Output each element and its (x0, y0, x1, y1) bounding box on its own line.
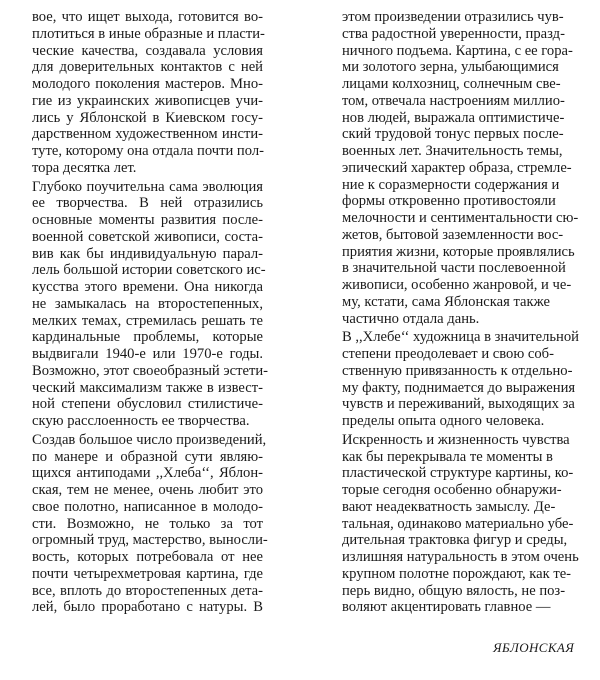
paragraph (32, 178, 269, 430)
text-line: дарственном художественном инсти- (32, 126, 263, 143)
text-line: почти четырехметровая картина, где (32, 565, 263, 582)
text-line: ее творчества. В ней отразились (32, 195, 263, 212)
text-line: ственную привязанность к отдельно- (342, 362, 573, 379)
text-line: тора десятка лет. (32, 159, 137, 176)
text-line: Глубоко поучительна сама эволюция (32, 178, 263, 195)
text-line: приятия жизни, которые проявлялись (342, 243, 575, 260)
text-line: для доверительных контактов с ней (32, 59, 263, 76)
text-line: основные моменты развития после- (32, 212, 263, 228)
text-line: лись у Яблонской в Киевском госу- (32, 109, 263, 126)
left-column (32, 9, 269, 616)
text-line: ничного подъема. Картина, с ее гора- (342, 42, 573, 59)
text-line: щихся антиподами ,,Хлеба‘‘, Яблон- (32, 465, 263, 482)
text-line: гие из украинских живописцев учи- (32, 92, 263, 109)
text-line: В ,,Хлебе‘‘ художница в значительной (342, 329, 579, 346)
text-line: нов людей, выражала оптимистиче- (342, 109, 565, 126)
text-line: лей, было проработано с натуры. В (32, 599, 263, 616)
text-line: ми золотого зерна, улыбающимися (342, 59, 559, 76)
text-line: том, отвечала настроениям миллио- (342, 92, 565, 109)
text-line: не замыкалась на второстепенных, (32, 295, 263, 312)
text-line: ская, тем не менее, очень любит это (32, 482, 263, 498)
text-line: степени преодолевает и свою соб- (342, 346, 554, 362)
text-line: ский трудовой тонус первых после- (342, 126, 564, 143)
text-line: скую расслоенность ее творчества. (32, 413, 250, 429)
text-line: Искренность и жизненность чувства (342, 431, 570, 448)
text-line: пластической структуре картины, ко- (342, 465, 574, 482)
text-line: ческий максимализм также в извест- (32, 379, 263, 396)
paragraph (342, 329, 579, 430)
running-title: ЯБЛОНСКАЯ (493, 640, 575, 655)
text-line: частично отдала дань. (342, 310, 480, 327)
text-line: по манере и образной сути являю- (32, 448, 263, 465)
text-line: Создав большое число произведений, (32, 431, 267, 448)
text-line: этом произведении отразились чув- (342, 9, 564, 25)
text-line: лель большой истории советского ис- (32, 262, 266, 279)
text-line: торые сегодня особенно обнаружи- (342, 482, 562, 498)
text-line: мелких темах, стремилась решать те (32, 312, 263, 329)
text-line: свое полотно, написанное в молодо- (32, 498, 263, 515)
text-line: живописи, особенно жанровой, и че- (342, 277, 572, 293)
paragraph (342, 431, 579, 616)
text-line: огромный труд, мастерство, выносли- (32, 532, 268, 549)
text-line: излишняя натуральность в этом очень (342, 549, 579, 565)
text-line: военной советской живописи, соста- (32, 228, 263, 245)
text-line: чувств и переживаний, выходящих за (342, 396, 575, 413)
text-line: крупном полотне порождают, как те- (342, 565, 572, 582)
paragraph (342, 9, 579, 327)
text-line: лицами колхозниц, солнечным све- (342, 76, 561, 92)
text-line: тальная, одинаково материально убе- (342, 515, 574, 532)
text-line: плотиться в иные образные и пласти- (32, 25, 265, 42)
text-line: в значительной части послевоенной (342, 260, 566, 277)
text-line: жетов, бытовой заземленности вос- (342, 226, 564, 243)
text-line: все, вплоть до второстепенных дета- (32, 582, 263, 599)
text-line: кардинальные проблемы, которые (32, 329, 263, 346)
text-line: ческие качества, создавала условия (32, 42, 263, 59)
paragraph (32, 9, 263, 177)
text-line: туте, которому она отдала почти пол- (32, 143, 264, 159)
text-line: вость, которых потребовала от нее (32, 549, 263, 565)
text-line: вают неадекватность замыслу. Де- (342, 498, 556, 515)
text-line: воляют акцентировать главное — (342, 599, 551, 616)
text-line: вое, что ищет выхода, готовится во- (32, 9, 263, 25)
text-line: эпический характер образа, стремле- (342, 159, 572, 176)
text-line: как бы перекрывала те моменты в (342, 448, 553, 465)
text-line: ства радостной уверенности, празд- (342, 25, 565, 42)
text-line: ние к соразмерности содержания и (342, 176, 560, 193)
text-line: выдвигали 1940-е или 1970-е годы. (32, 346, 263, 362)
text-line: вив как бы индивидуальную парал- (32, 245, 263, 262)
text-line: сти. Возможно, не только за тот (32, 515, 263, 532)
right-column (342, 9, 579, 616)
text-line: му, кстати, сама Яблонская также (342, 293, 550, 310)
text-line: му факту, поднимается до выражения (342, 379, 576, 396)
text-line: перь видно, общую вялость, не поз- (342, 582, 566, 599)
text-line: пределы опыта одного человека. (342, 413, 545, 429)
text-line: военных лет. Значительность темы, (342, 143, 563, 159)
text-line: молодого поколения мастеров. Мно- (32, 76, 263, 92)
text-line: формы откровенно противостояли (342, 193, 556, 210)
text-line: кусства этого времени. Она никогда (32, 279, 263, 295)
text-line: Возможно, этот своеобразный эстети- (32, 362, 269, 379)
text-line: мелочности и сентиментальности сю- (342, 210, 579, 226)
paragraph (32, 431, 268, 616)
text-line: дительная трактовка фигур и среды, (342, 532, 568, 549)
text-line: ной степени обусловил стилистиче- (32, 396, 263, 413)
